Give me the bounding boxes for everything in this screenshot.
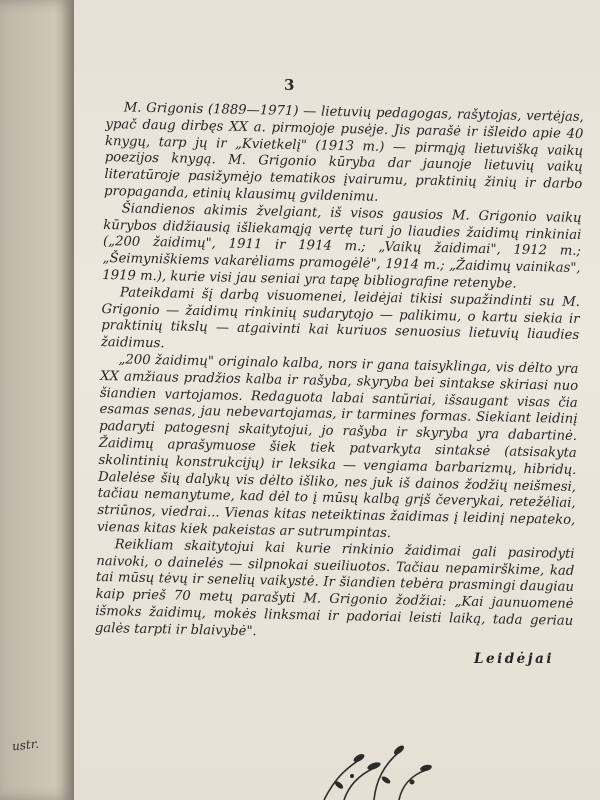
previous-page-fragment: ustr.: [11, 736, 40, 754]
preface-text: [95, 100, 584, 647]
paragraph-3: Pateikdami šį darbą visuomenei, leidėjai tikisi supažindinti su M. Grigonio — žaidimų rinkinių sudarytojo — palikimu, o kartu siekia ir praktinių tikslų — atgaivinti kai kuriuos senuosius lietuvių liaudies žaidimus.: [100, 285, 581, 352]
paragraph-4: „200 žaidimų" originalo kalba, nors ir gana taisyklinga, vis dėlto yra XX amžiaus pradžios kalba ir rašyba, skyryba bei sintakse skiriasi nuo šiandien vartojamos. Redaguota labai santūriai, išsaugant visas čia esamas senas, jau nebevartojamas, ir tarmines formas. Siekiant leidinį padaryti patogesnį skaitytojui, jo rašyba ir skyryba yra dabartinė. Žaidimų aprašymuose šiek tiek patvarkyta sintaksė (atsisakyta skolintinių konstrukcijų) ir leksika — vengiama barbarizmų, hibridų. Dalelėse šių dalykų vis dėlto išliko, nes juk iš dainos žodžių neišmesi, tačiau nemanytume, kad dėl to į mūsų kalbą grįš čeverykai, retežėliai, striūnos, viedrai... Vienas kitas neteiktinas žaidimas į leidinį nepateko, vienas kitas kiek pakeistas ar sutrumpintas.: [96, 352, 579, 541]
signature: Leidėjai: [474, 651, 554, 667]
paragraph-2: Šiandienos akimis žvelgiant, iš visos gausios M. Grigonio vaikų kūrybos didžiausią išliekamąją vertę turi jo liaudies žaidimų rinkiniai („200 žaidimų", 1911 ir 1914 m.; „Vaikų žaidimai", 1912 m.; „Šeimyniškiems vakarėliams pramogėlė", 1914 m.; „Žaidimų vainikas", 1919 m.), kurie visi jau seniai yra tapę bibliografine retenybe.: [102, 201, 582, 292]
page-number: 3: [284, 76, 295, 94]
paragraph-1: M. Grigonis (1889—1971) — lietuvių pedagogas, rašytojas, vertėjas, ypač daug dirbęs XX a. pirmojoje pusėje. Jis parašė ir išleido apie 40 knygų, tarp jų ir „Kvietkelį" (1913 m.) — pirmąją lietuvišką vaikų poezijos knygą. M. Grigonio kūryba dar jaunoje lietuvių vaikų literatūroje pasižymėjo tematikos įvairumu, praktinių žinių ir darbo propaganda, etinių klausimų gvildenimu.: [103, 100, 584, 205]
previous-page-edge: [0, 0, 78, 800]
floral-ornament-icon: [304, 730, 444, 800]
book-page: [74, 0, 600, 800]
paragraph-5: Reikliam skaitytojui kai kurie rinkinio žaidimai gali pasirodyti naivoki, o dainelės — silpnokai sueiliuotos. Tačiau nepamirškime, kad tai mūsų tėvų ir senelių vaikystė. Ir šiandien tebėra prasmingi daugiau kaip prieš 70 metų parašyti M. Grigonio žodžiai: „Kai jaunuomenė išmoks žaidimų, mokės linksmai ir padoriai leisti laiką, tada geriau galės tarpti ir blaivybė".: [94, 536, 575, 639]
